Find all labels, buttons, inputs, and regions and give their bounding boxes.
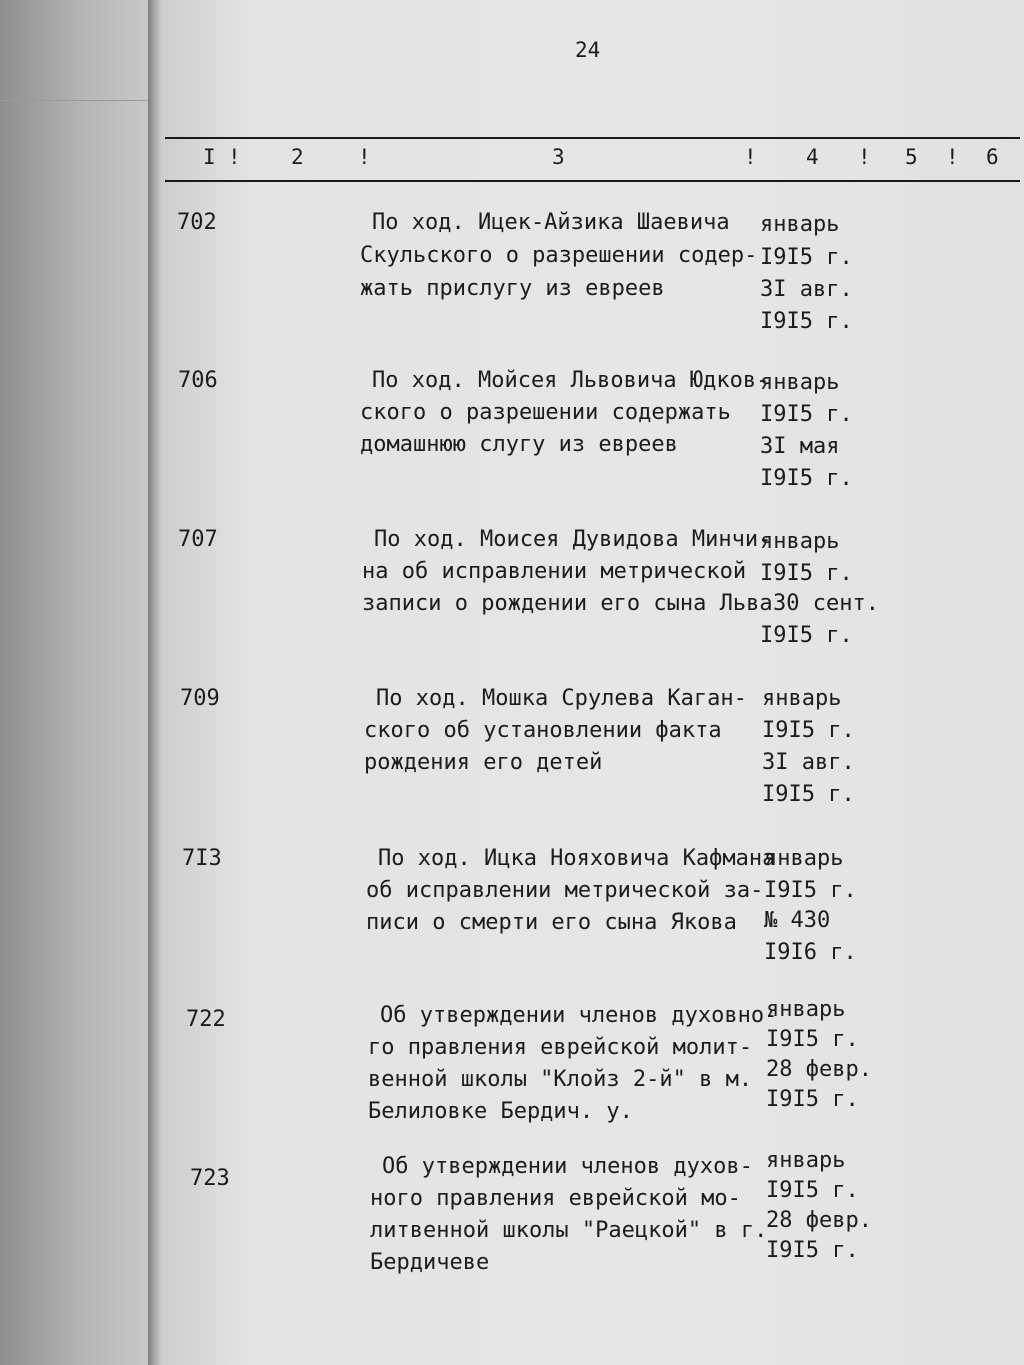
header-separator: ! (358, 145, 371, 169)
entry-description-line: По ход. Мойсея Львовича Юдков- (372, 368, 770, 393)
entry-description-line: По ход. Моисея Дувидова Минчи- (374, 527, 772, 552)
entry-707 (0, 527, 1024, 667)
entry-date-line: I9I5 г. (766, 1027, 859, 1052)
entry-date-line: январь (760, 212, 840, 237)
entry-date-line: I9I5 г. (762, 782, 855, 807)
entry-date-line: январь (760, 529, 840, 554)
header-bottom-rule (165, 180, 1020, 182)
entry-date-line: № 430 (764, 908, 831, 933)
header-col-2: 2 (291, 145, 304, 169)
header-col-5: 5 (905, 145, 918, 169)
header-top-rule (165, 137, 1020, 139)
entry-date-line: 28 февр. (766, 1057, 872, 1082)
header-separator: ! (228, 145, 241, 169)
entry-date-line: I9I5 г. (764, 878, 857, 903)
entry-722 (0, 997, 1024, 1147)
entry-date-line: январь (764, 846, 844, 871)
header-col-6: 6 (986, 145, 999, 169)
entry-date-line: 3I мая (760, 434, 840, 459)
entry-date-line: I9I5 г. (762, 718, 855, 743)
entry-description-line: литвенной школы "Раецкой" в г. (370, 1218, 768, 1243)
entry-number: 702 (177, 210, 217, 235)
entry-description-line: ского о разрешении содержать (360, 400, 731, 425)
entry-date-line: I9I5 г. (760, 245, 853, 270)
entry-description-line: об исправлении метрической за- (366, 878, 764, 903)
entry-number: 723 (190, 1166, 230, 1191)
header-col-1: I (203, 145, 216, 169)
entry-date-line: январь (762, 686, 842, 711)
entry-description-line: По ход. Мошка Срулева Каган- (376, 686, 747, 711)
entry-description-line: Об утверждении членов духовно- (380, 1003, 778, 1028)
entry-date-line: I9I5 г. (760, 466, 853, 491)
entry-number: 706 (178, 368, 218, 393)
entry-description-line: Белиловке Бердич. у. (368, 1099, 633, 1124)
header-separator: ! (858, 145, 871, 169)
entry-number: 7I3 (182, 846, 222, 871)
entry-description-line: го правления еврейской молит- (368, 1035, 753, 1060)
entry-date-line: I9I5 г. (766, 1087, 859, 1112)
book-spine (148, 0, 162, 1365)
entry-706 (0, 368, 1024, 508)
entry-number: 707 (178, 527, 218, 552)
entry-description-line: По ход. Ицка Нояховича Кафмана (378, 846, 776, 871)
entry-description-line: писи о смерти его сына Якова (366, 910, 737, 935)
entry-number: 709 (180, 686, 220, 711)
entry-date-line: I9I5 г. (760, 561, 853, 586)
entry-713 (0, 846, 1024, 986)
header-col-3: 3 (552, 145, 565, 169)
entry-description-line: ного правления еврейской мо- (370, 1186, 741, 1211)
entry-description-line: домашнюю слугу из евреев (360, 432, 678, 457)
entry-date-line: 3I авг. (760, 277, 853, 302)
entry-date-line: 28 февр. (766, 1208, 872, 1233)
entry-description-line: Бердичеве (370, 1250, 490, 1275)
entry-date-line: I9I5 г. (760, 309, 853, 334)
entry-date-line: I9I6 г. (764, 940, 857, 965)
entry-date-line: I9I5 г. (760, 402, 853, 427)
header-separator: ! (744, 145, 757, 169)
header-col-4: 4 (806, 145, 819, 169)
entry-description-line: ского об установлении факта (364, 718, 722, 743)
entry-date-line: I9I5 г. (766, 1238, 859, 1263)
entry-date-line: 3I авг. (762, 750, 855, 775)
entry-date-line: январь (760, 370, 840, 395)
entry-description-line: на об исправлении метрической (362, 559, 747, 584)
entry-date-line: январь (766, 997, 846, 1022)
entry-709 (0, 686, 1024, 826)
entry-description-line: венной школы "Клойз 2-й" в м. (368, 1067, 753, 1092)
entry-date-line: январь (766, 1148, 846, 1173)
entry-description-line: Скульского о разрешении содер- (360, 243, 758, 268)
entry-723 (0, 1148, 1024, 1306)
entry-description-line: рождения его детей (364, 750, 603, 775)
entry-description-line: По ход. Ицек-Айзика Шаевича (372, 210, 730, 235)
entry-number: 722 (186, 1007, 226, 1032)
entry-description-line: Об утверждении членов духов- (382, 1154, 753, 1179)
entry-date-line: 30 сент. (773, 591, 879, 616)
header-separator: ! (946, 145, 959, 169)
entry-702 (0, 210, 1024, 350)
entry-description-line: записи о рождении его сына Льва (362, 591, 773, 616)
entry-date-line: I9I5 г. (760, 623, 853, 648)
page-number: 24 (575, 38, 601, 62)
entry-description-line: жать прислугу из евреев (360, 276, 665, 301)
left-page-rule (0, 100, 150, 101)
left-page-edge (0, 0, 150, 1365)
entry-date-line: I9I5 г. (766, 1178, 859, 1203)
